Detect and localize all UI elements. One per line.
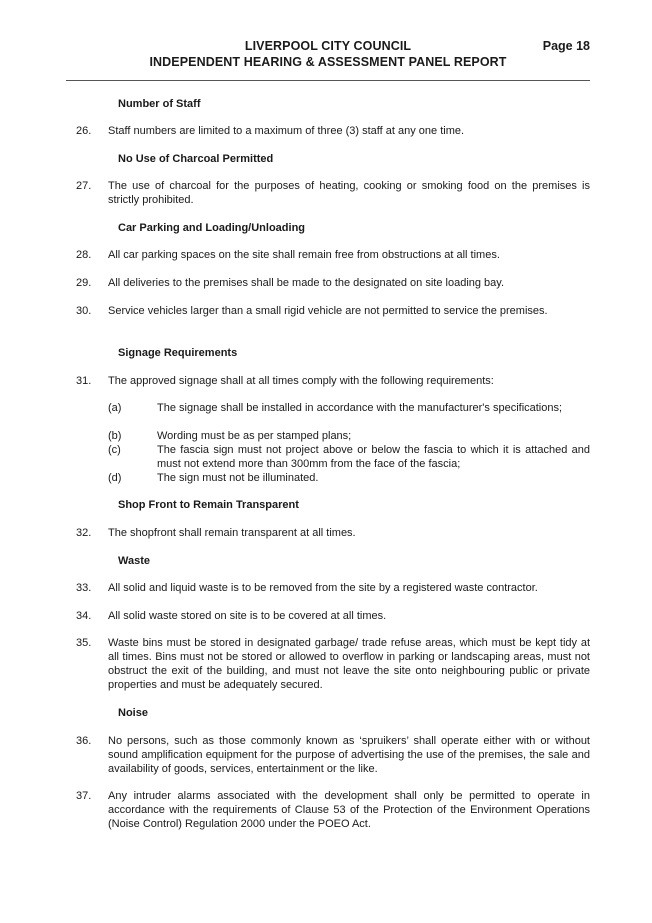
- heading-waste: Waste: [118, 555, 150, 567]
- signage-subitem-d: [108, 471, 590, 485]
- condition-text: All solid and liquid waste is to be removed from the site by a registered waste contractor.: [108, 582, 538, 594]
- condition-number: 32.: [76, 527, 92, 539]
- subitem-text: Wording must be as per stamped plans;: [157, 430, 352, 442]
- condition-text: All solid waste stored on site is to be covered at all times.: [108, 610, 387, 622]
- condition-text: Waste bins must be stored in designated garbage/ trade refuse areas, which must be kept tidy at all times. Bins must not be stored or allowed to overflow in parking or landscaping areas, must not obstruct the exit of the building, and must not leave the site onto neighbouring public or private properties and must be adequately secured.: [108, 637, 590, 691]
- heading-number-of-staff: Number of Staff: [118, 98, 201, 110]
- page-header: [66, 38, 590, 84]
- subitem-text: The sign must not be illuminated.: [157, 472, 319, 484]
- condition-37: [76, 789, 590, 831]
- subitem-label: (b): [108, 430, 122, 442]
- heading-car-parking: Car Parking and Loading/Unloading: [118, 222, 306, 234]
- condition-35: [76, 636, 590, 692]
- condition-number: 37.: [76, 790, 92, 802]
- condition-31: [76, 374, 590, 388]
- condition-text: Service vehicles larger than a small rigid vehicle are not permitted to service the premises.: [108, 305, 548, 317]
- condition-number: 31.: [76, 375, 92, 387]
- heading-noise: Noise: [118, 707, 148, 719]
- report-title: [66, 38, 590, 70]
- condition-number: 35.: [76, 637, 92, 649]
- condition-32: [76, 526, 590, 540]
- condition-text: All deliveries to the premises shall be made to the designated on site loading bay.: [108, 277, 505, 289]
- condition-number: 34.: [76, 610, 92, 622]
- subitem-label: (d): [108, 472, 122, 484]
- condition-number: 28.: [76, 249, 92, 261]
- condition-text: Any intruder alarms associated with the development shall only be permitted to operate in accordance with the requirements of Clause 53 of the Protection of the Environment Operations (Noise Control) Regulation 2000 under the POEO Act.: [108, 790, 590, 830]
- condition-number: 33.: [76, 582, 92, 594]
- council-name: LIVERPOOL CITY COUNCIL: [244, 39, 412, 53]
- condition-29: [76, 276, 590, 290]
- signage-subitem-c: [108, 443, 590, 471]
- condition-33: [76, 581, 590, 595]
- condition-number: 29.: [76, 277, 92, 289]
- signage-subitem-a: [108, 401, 590, 415]
- report-name: INDEPENDENT HEARING & ASSESSMENT PANEL REPORT: [149, 55, 507, 69]
- heading-shop-front: Shop Front to Remain Transparent: [118, 499, 299, 511]
- condition-number: 36.: [76, 735, 92, 747]
- heading-signage: Signage Requirements: [118, 347, 238, 359]
- condition-34: [76, 609, 590, 623]
- condition-text: The approved signage shall at all times comply with the following requirements:: [108, 375, 494, 387]
- subitem-text: The signage shall be installed in accordance with the manufacturer's specifications;: [157, 402, 563, 414]
- condition-text: The use of charcoal for the purposes of heating, cooking or smoking food on the premises is strictly prohibited.: [108, 180, 590, 206]
- condition-28: [76, 248, 590, 262]
- subitem-label: (c): [108, 444, 121, 456]
- condition-text: All car parking spaces on the site shall remain free from obstructions at all times.: [108, 249, 500, 261]
- subitem-text: The fascia sign must not project above or below the fascia to which it is attached and must not extend more than 300mm from the face of the fascia;: [157, 444, 590, 470]
- condition-number: 30.: [76, 305, 92, 317]
- condition-text: The shopfront shall remain transparent at all times.: [108, 527, 356, 539]
- condition-26: [76, 124, 590, 138]
- condition-36: [76, 734, 590, 776]
- condition-30: [76, 304, 590, 318]
- heading-no-charcoal: No Use of Charcoal Permitted: [118, 153, 274, 165]
- header-divider: [66, 80, 590, 81]
- condition-number: 27.: [76, 180, 92, 192]
- condition-text: No persons, such as those commonly known as ‘spruikers’ shall operate either with or without sound amplification equipment for the purpose of advertising the use of the premises, the sale and availability of goods, services, entertainment or the like.: [108, 735, 590, 775]
- condition-text: Staff numbers are limited to a maximum of three (3) staff at any one time.: [108, 125, 465, 137]
- page-number: Page 18: [542, 39, 590, 53]
- condition-number: 26.: [76, 125, 92, 137]
- condition-27: [76, 179, 590, 207]
- signage-subitem-b: [108, 429, 590, 443]
- subitem-label: (a): [108, 402, 122, 414]
